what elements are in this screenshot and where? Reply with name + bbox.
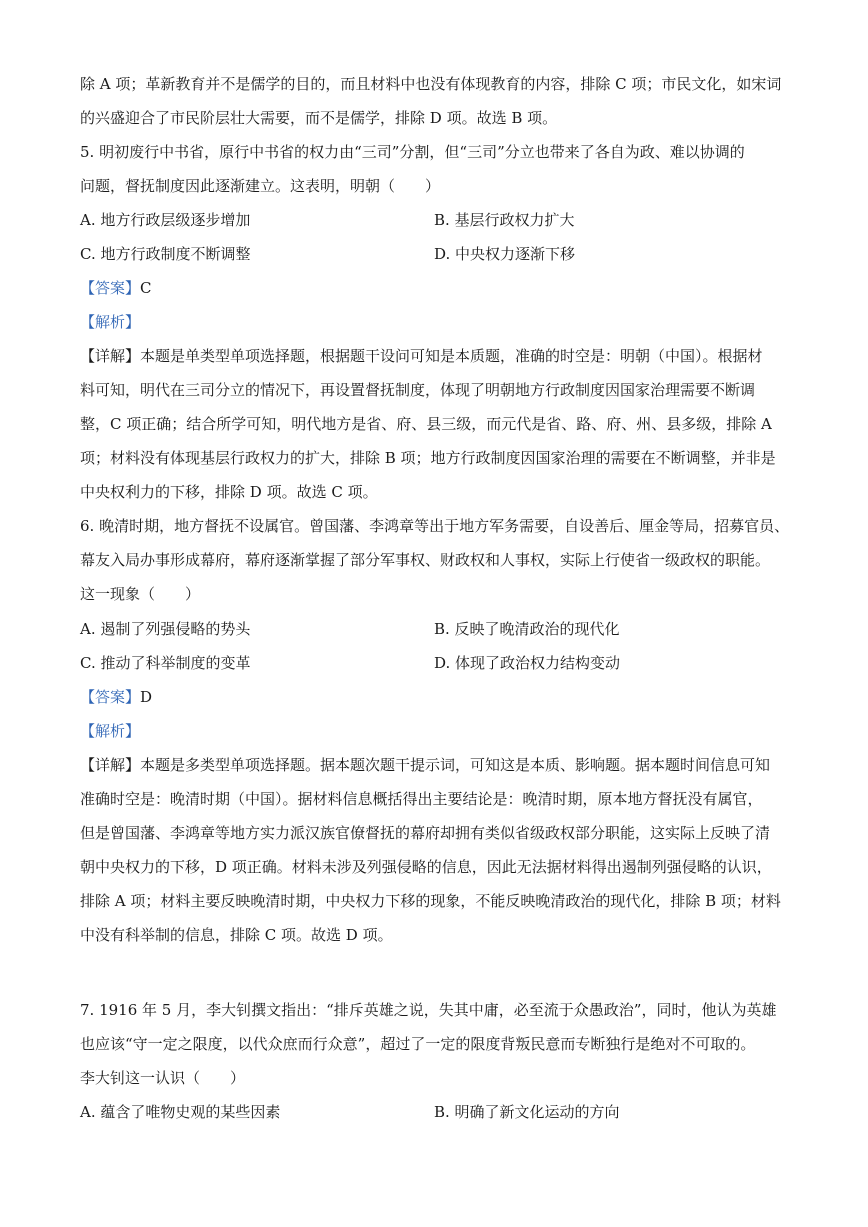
q5-detail-line-5: 中央权利力的下移，排除 D 项。故选 C 项。 [80,483,378,501]
q6-analysis [80,721,792,741]
q6-detail-line-5: 排除 A 项；材料主要反映晚清时期，中央权力下移的现象，不能反映晚清政治的现代化，排除 B 项；材料 [80,892,781,910]
q5-answer-tag: 【答案】 [80,279,141,297]
q5-option-b: B. 基层行政权力扩大 [434,211,575,229]
q7-stem-line-2: 也应该“守一定之限度，以代众庶而行众意”，超过了一定的限度背叛民意而专断独行是绝对不可取的。 [80,1035,756,1053]
q6-detail-tag: 【详解】 [80,756,141,774]
q5-detail-line-4: 项；材料没有体现基层行政权力的扩大，排除 B 项；地方行政制度因国家治理的需要在不断调整，并非是 [80,449,776,467]
q7-option-a: A. 蕴含了唯物史观的某些因素 [80,1103,281,1121]
q5-detail-line-3: 整，C 项正确；结合所学可知，明代地方是省、府、县三级，而元代是省、路、府、州、县多级，排除 A [80,415,772,433]
q6-option-d: D. 体现了政治权力结构变动 [434,654,621,672]
q6-answer-tag: 【答案】 [80,688,141,706]
intro-line-1: 除 A 项；革新教育并不是儒学的目的，而且材料中也没有体现教育的内容，排除 C 项；市民文化，如宋词 [80,75,782,93]
q6-detail-line-1 [80,755,792,775]
q6-detail-text-1: 本题是多类型单项选择题。据本题次题干提示词，可知这是本质、影响题。据本题时间信息可知 [140,756,771,774]
q5-detail-tag: 【详解】 [80,347,141,365]
q6-detail-line-3: 但是曾国藩、李鸿章等地方实力派汉族官僚督抚的幕府却拥有类似省级政权部分职能，这实际上反映了清 [80,824,771,842]
q6-analysis-tag: 【解析】 [80,722,141,740]
q5-stem-line-2: 问题，督抚制度因此逐渐建立。这表明，明朝（ ） [80,177,441,195]
q6-option-b: B. 反映了晚清政治的现代化 [434,620,620,638]
q6-detail-line-6: 中没有科举制的信息，排除 C 项。故选 D 项。 [80,926,393,944]
q5-detail-line-1 [80,346,792,366]
intro-line-2: 的兴盛迎合了市民阶层壮大需要，而不是儒学，排除 D 项。故选 B 项。 [80,109,558,127]
q7-stem-line-1: 7. 1916 年 5 月，李大钊撰文指出：“排斥英雄之说，失其中庸，必至流于众愚政治”，同时，他认为英雄 [80,1001,777,1019]
q5-analysis-tag: 【解析】 [80,313,141,331]
q7-stem-line-3: 李大钊这一认识（ ） [80,1069,246,1087]
q6-stem-line-2: 幕友入局办事形成幕府，幕府逐渐掌握了部分军事权、财政权和人事权，实际上行使省一级政权的职能。 [80,551,771,569]
q5-option-d: D. 中央权力逐渐下移 [434,245,576,263]
q6-detail-line-2: 准确时空是：晚清时期（中国）。据材料信息概括得出主要结论是：晚清时期，原本地方督抚没有属官， [80,790,763,808]
q5-option-a: A. 地方行政层级逐步增加 [80,211,251,229]
q5-detail-text-1: 本题是单类型单项选择题，根据题干设问可知是本质题，准确的时空是：明朝（中国）。根据材 [140,347,763,365]
q5-option-c: C. 地方行政制度不断调整 [80,245,251,263]
q5-answer-value: C [140,279,152,297]
q6-option-c: C. 推动了科举制度的变革 [80,654,251,672]
q6-stem-line-3: 这一现象（ ） [80,585,201,603]
q6-option-a: A. 遏制了列强侵略的势头 [80,620,251,638]
q6-answer [80,687,792,707]
q6-answer-value: D [140,688,153,706]
q6-stem-line-1: 6. 晚清时期，地方督抚不设属官。曾国藩、李鸿章等出于地方军务需要，自设善后、厘金等局，招募官员、 [80,517,790,535]
q5-detail-line-2: 料可知，明代在三司分立的情况下，再设置督抚制度，体现了明朝地方行政制度因国家治理需要不断调 [80,381,756,399]
q6-detail-line-4: 朝中央权力的下移，D 项正确。材料未涉及列强侵略的信息，因此无法据材料得出遏制列强侵略的认识， [80,858,772,876]
q7-option-b: B. 明确了新文化运动的方向 [434,1103,620,1121]
q5-answer [80,278,792,298]
q5-analysis [80,312,792,332]
q5-stem-line-1: 5. 明初废行中书省，原行中书省的权力由“三司”分割，但“三司”分立也带来了各自为政、难以协调的 [80,143,745,161]
